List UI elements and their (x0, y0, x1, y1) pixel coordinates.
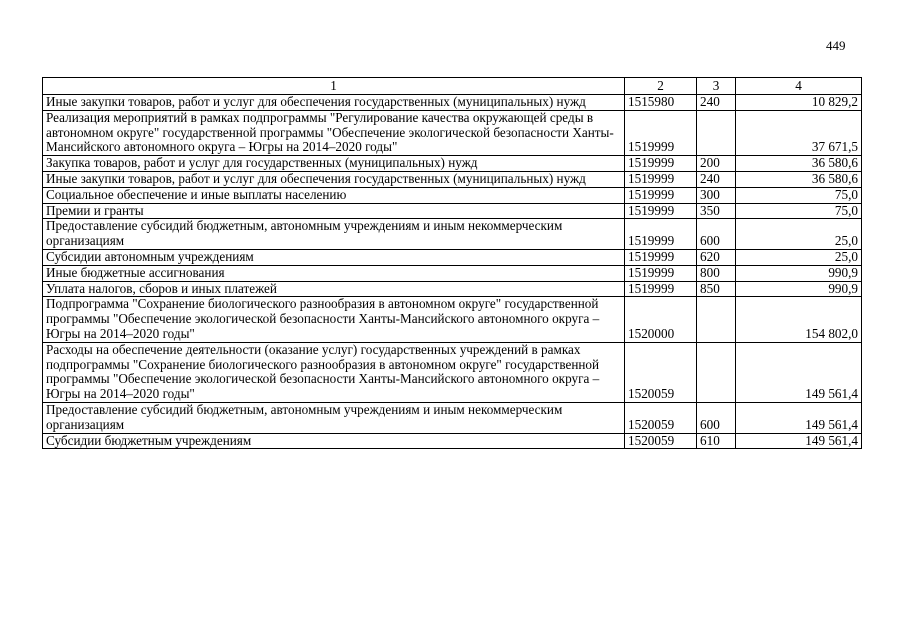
row-type-cell: 620 (697, 249, 736, 265)
header-cell-code: 2 (625, 78, 697, 95)
row-code-cell: 1519999 (625, 156, 697, 172)
row-sum-cell: 75,0 (736, 203, 862, 219)
row-name-cell: Иные закупки товаров, работ и услуг для обеспечения государственных (муниципальных) нужд (43, 171, 625, 187)
row-sum-cell: 75,0 (736, 187, 862, 203)
row-code-cell: 1520059 (625, 433, 697, 449)
table-row (43, 110, 862, 155)
row-name-cell: Социальное обеспечение и иные выплаты населению (43, 187, 625, 203)
row-name-cell: Уплата налогов, сборов и иных платежей (43, 281, 625, 297)
row-code-cell: 1519999 (625, 187, 697, 203)
row-type-cell: 240 (697, 95, 736, 111)
row-type-cell (697, 342, 736, 402)
table-row (43, 402, 862, 433)
table-row (43, 187, 862, 203)
row-type-cell: 200 (697, 156, 736, 172)
row-sum-cell: 37 671,5 (736, 110, 862, 155)
row-sum-cell: 990,9 (736, 265, 862, 281)
header-cell-name: 1 (43, 78, 625, 95)
table-row (43, 219, 862, 250)
row-sum-cell: 149 561,4 (736, 402, 862, 433)
row-code-cell: 1520059 (625, 342, 697, 402)
table-row (43, 265, 862, 281)
row-code-cell: 1519999 (625, 265, 697, 281)
row-type-cell: 350 (697, 203, 736, 219)
row-code-cell: 1519999 (625, 171, 697, 187)
row-sum-cell: 25,0 (736, 219, 862, 250)
row-name-cell: Субсидии бюджетным учреждениям (43, 433, 625, 449)
row-sum-cell: 149 561,4 (736, 433, 862, 449)
row-name-cell: Закупка товаров, работ и услуг для государственных (муниципальных) нужд (43, 156, 625, 172)
row-type-cell: 240 (697, 171, 736, 187)
table-row (43, 203, 862, 219)
table-row (43, 95, 862, 111)
row-name-cell: Предоставление субсидий бюджетным, автономным учреждениям и иным некоммерческим организациям (43, 219, 625, 250)
row-sum-cell: 36 580,6 (736, 156, 862, 172)
row-name-cell: Субсидии автономным учреждениям (43, 249, 625, 265)
row-name-cell: Иные закупки товаров, работ и услуг для обеспечения государственных (муниципальных) нужд (43, 95, 625, 111)
row-type-cell: 800 (697, 265, 736, 281)
header-cell-sum: 4 (736, 78, 862, 95)
table-row (43, 156, 862, 172)
table-row (43, 433, 862, 449)
table-row (43, 249, 862, 265)
row-type-cell (697, 297, 736, 342)
row-sum-cell: 149 561,4 (736, 342, 862, 402)
row-type-cell: 300 (697, 187, 736, 203)
page-number: 449 (826, 38, 846, 53)
row-code-cell: 1519999 (625, 281, 697, 297)
row-name-cell: Иные бюджетные ассигнования (43, 265, 625, 281)
row-code-cell: 1515980 (625, 95, 697, 111)
table-body (43, 78, 862, 449)
table-header-row (43, 78, 862, 95)
row-name-cell: Премии и гранты (43, 203, 625, 219)
row-sum-cell: 990,9 (736, 281, 862, 297)
row-code-cell: 1519999 (625, 249, 697, 265)
row-sum-cell: 10 829,2 (736, 95, 862, 111)
row-sum-cell: 36 580,6 (736, 171, 862, 187)
row-sum-cell: 25,0 (736, 249, 862, 265)
row-code-cell: 1519999 (625, 203, 697, 219)
table-row (43, 297, 862, 342)
row-name-cell: Предоставление субсидий бюджетным, автономным учреждениям и иным некоммерческим организациям (43, 402, 625, 433)
table-row (43, 171, 862, 187)
row-code-cell: 1519999 (625, 219, 697, 250)
header-cell-type: 3 (697, 78, 736, 95)
budget-table (42, 77, 862, 449)
row-type-cell: 850 (697, 281, 736, 297)
table-row (43, 281, 862, 297)
row-type-cell: 610 (697, 433, 736, 449)
table-row (43, 342, 862, 402)
row-name-cell: Реализация мероприятий в рамках подпрограммы "Регулирование качества окружающей среды в автономном округе" государственной программы "Обеспечение экологической безопасности Ханты-Мансийского автономного округа – Югры на 2014–2020 годы" (43, 110, 625, 155)
row-type-cell: 600 (697, 219, 736, 250)
row-name-cell: Подпрограмма "Сохранение биологического разнообразия в автономном округе" государственной программы "Обеспечение экологической безопасности Ханты-Мансийского автономного округа – Югры на 2014–2020 годы" (43, 297, 625, 342)
row-sum-cell: 154 802,0 (736, 297, 862, 342)
row-code-cell: 1519999 (625, 110, 697, 155)
row-name-cell: Расходы на обеспечение деятельности (оказание услуг) государственных учреждений в рамках подпрограммы "Сохранение биологического разнообразия в автономном округе" государственной программы "Обеспечение экологической безопасности Ханты-Мансийского автономного округа – Югры на 2014–2020 годы" (43, 342, 625, 402)
row-code-cell: 1520059 (625, 402, 697, 433)
row-type-cell (697, 110, 736, 155)
row-code-cell: 1520000 (625, 297, 697, 342)
row-type-cell: 600 (697, 402, 736, 433)
